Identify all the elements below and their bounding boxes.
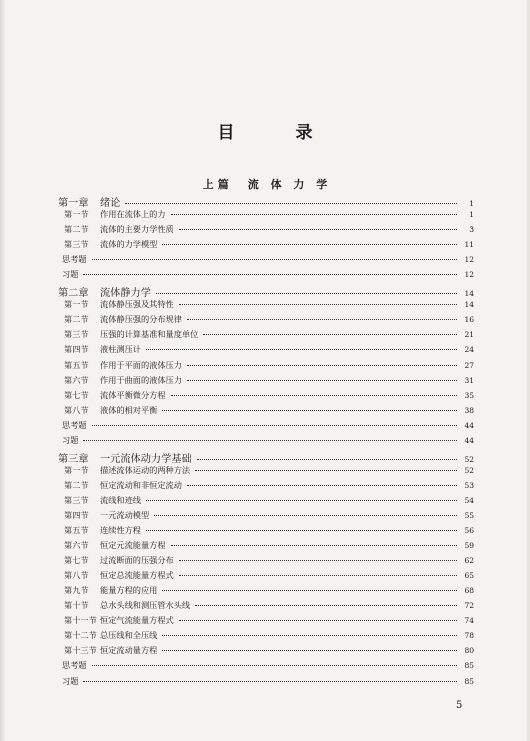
toc-misc-row (58, 420, 474, 435)
toc-section-row (58, 390, 474, 405)
toc-entry-page: 1 (469, 199, 474, 208)
dot-leader (162, 410, 457, 411)
dot-leader (179, 304, 457, 305)
dot-leader (162, 590, 457, 591)
toc-entry-page: 68 (464, 586, 474, 596)
dot-leader (171, 214, 457, 215)
toc-entry-title: 作用于平面的液体压力 (100, 359, 182, 370)
toc-section-row (58, 495, 474, 510)
toc-chapter-row (58, 450, 474, 465)
toc-misc-row (58, 435, 474, 450)
toc-entry-page: 80 (464, 646, 474, 656)
toc-entry-number: 第十一节 (64, 615, 97, 626)
dot-leader (92, 259, 457, 260)
toc-section-row (58, 540, 474, 555)
toc-chapter-row (58, 284, 474, 299)
toc-entry-title: 液体的相对平衡 (100, 404, 158, 415)
toc-entry-page: 55 (464, 510, 474, 520)
dot-leader (162, 650, 457, 651)
toc-entry-title: 思考题 (62, 660, 87, 671)
toc-entry-number: 第七节 (64, 555, 89, 566)
toc-entry-title: 总水头线和测压管水头线 (100, 600, 191, 611)
dot-leader (125, 203, 457, 204)
toc-entry-title: 习题 (62, 434, 79, 445)
toc-entry-title: 一元流体动力学基础 (100, 453, 192, 465)
toc-entry-page: 14 (464, 289, 474, 299)
toc-entry-page: 3 (469, 225, 474, 235)
toc-entry-number: 第二节 (64, 314, 89, 325)
toc-entry-number: 第九节 (64, 585, 89, 596)
part-title: 上篇 流 体 力 学 (202, 178, 332, 191)
toc-entry-number: 第八节 (64, 404, 89, 415)
toc-entry-number: 第五节 (64, 525, 89, 536)
toc-entry-title: 流体平衡微分方程 (100, 389, 166, 400)
dot-leader (179, 575, 457, 576)
toc-entry-title: 过流断面的压强分布 (100, 555, 174, 566)
toc-entry-title: 流体静力学 (100, 288, 151, 300)
dot-leader (92, 665, 457, 666)
toc-entry-title: 压强的计算基准和量度单位 (100, 329, 199, 340)
toc-entry-number: 第二章 (58, 288, 89, 300)
dot-leader (179, 560, 457, 561)
dot-leader (171, 545, 457, 546)
toc-entry-number: 第二节 (64, 224, 89, 235)
toc-entry-number: 第一节 (64, 464, 89, 475)
toc-entry-page: 12 (464, 255, 474, 265)
toc-misc-row (58, 660, 474, 675)
toc-entry-page: 12 (464, 270, 474, 280)
toc-entry-title: 流体静压强的分布规律 (100, 314, 182, 325)
toc-entry-page: 31 (464, 375, 474, 385)
dot-leader (195, 470, 457, 471)
toc-section-row (58, 600, 474, 615)
toc-entry-number: 第四节 (64, 509, 89, 520)
dot-leader (154, 515, 457, 516)
toc-entry-number: 第十三节 (64, 645, 97, 656)
toc-entry-title: 流体的力学模型 (100, 239, 158, 250)
dot-leader (146, 349, 457, 350)
toc-entry-number: 第八节 (64, 570, 89, 581)
toc-entry-page: 78 (464, 631, 474, 641)
toc-entry-page: 27 (464, 360, 474, 370)
page-binding-shadow (0, 0, 6, 741)
dot-leader (162, 244, 457, 245)
toc-entry-page: 38 (464, 405, 474, 415)
toc-entry-title: 作用在流体上的力 (100, 209, 166, 220)
toc-section-row (58, 630, 474, 645)
toc-entry-page: 52 (464, 454, 474, 464)
toc-entry-page: 53 (464, 480, 474, 490)
dot-leader (187, 365, 457, 366)
toc-entry-number: 第一章 (58, 198, 89, 209)
toc-entry-number: 第七节 (64, 389, 89, 400)
dot-leader (195, 605, 457, 606)
toc-section-row (58, 405, 474, 420)
toc-entry-number: 第二节 (64, 479, 89, 490)
toc-entry-number: 第五节 (64, 359, 89, 370)
toc-entry-title: 思考题 (62, 254, 87, 265)
toc-entry-page: 35 (464, 390, 474, 400)
dot-leader (187, 380, 457, 381)
toc-entry-title: 流线和迹线 (100, 494, 141, 505)
toc-section-row (58, 329, 474, 344)
dot-leader (83, 681, 457, 682)
toc-entry-number: 第一节 (64, 209, 89, 220)
toc-entry-number: 第三节 (64, 239, 89, 250)
toc-entry-page: 85 (464, 676, 474, 686)
toc-entry-page: 59 (464, 541, 474, 551)
toc-entry-title: 作用于曲面的液体压力 (100, 374, 182, 385)
dot-leader (171, 395, 457, 396)
dot-leader (146, 530, 457, 531)
toc-entry-page: 72 (464, 601, 474, 611)
toc-entry-page: 24 (464, 345, 474, 355)
toc-entry-page: 62 (464, 556, 474, 566)
toc-section-row (58, 525, 474, 540)
dot-leader (187, 319, 457, 320)
toc-entry-page: 52 (464, 465, 474, 475)
toc-entry-number: 第四节 (64, 344, 89, 355)
toc-entry-number: 第三节 (64, 494, 89, 505)
toc-entry-number: 第六节 (64, 540, 89, 551)
toc-section-row (58, 480, 474, 495)
toc-section-row (58, 314, 474, 329)
toc-section-row (58, 299, 474, 314)
dot-leader (179, 620, 457, 621)
toc-entry-number: 第十节 (64, 600, 89, 611)
toc-entry-title: 恒定流动量方程 (100, 645, 158, 656)
toc-chapter-row (58, 194, 474, 209)
dot-leader (156, 293, 457, 294)
toc-entry-page: 74 (464, 616, 474, 626)
toc-entry-title: 恒定元流能量方程 (100, 540, 166, 551)
page-number: 5 (456, 700, 463, 711)
toc-entry-title: 习题 (62, 269, 79, 280)
dot-leader (197, 459, 457, 460)
toc-entry-page: 11 (464, 240, 474, 250)
dot-leader (92, 425, 457, 426)
dot-leader (203, 334, 457, 335)
dot-leader (162, 635, 457, 636)
toc-entry-title: 绪论 (100, 198, 121, 209)
toc-entry-title: 能量方程的应用 (100, 585, 158, 596)
toc-entry-title: 恒定总流能量方程式 (100, 570, 174, 581)
toc-entry-number: 第六节 (64, 374, 89, 385)
toc-entry-page: 85 (464, 661, 474, 671)
toc-entry-page: 14 (464, 300, 474, 310)
toc-section-row (58, 209, 474, 224)
dot-leader (146, 500, 457, 501)
toc-section-row (58, 555, 474, 570)
toc-section-row (58, 585, 474, 600)
dot-leader (83, 274, 457, 275)
toc-entry-title: 液柱测压计 (100, 344, 141, 355)
toc-misc-row (58, 269, 474, 284)
toc-entry-title: 流体静压强及其特性 (100, 299, 174, 310)
toc-section-row (58, 615, 474, 630)
toc-entry-page: 21 (464, 330, 474, 340)
toc-section-row (58, 360, 474, 375)
toc-entry-title: 习题 (62, 675, 79, 686)
toc-entry-title: 思考题 (62, 419, 87, 430)
dot-leader (187, 485, 457, 486)
toc-entry-page: 44 (464, 420, 474, 430)
toc-entry-page: 1 (469, 210, 474, 220)
toc-entry-page: 44 (464, 435, 474, 445)
toc-section-row (58, 570, 474, 585)
toc-section-row (58, 344, 474, 359)
toc-entry-page: 54 (464, 495, 474, 505)
toc-entry-number: 第三章 (58, 453, 89, 465)
toc-entry-page: 65 (464, 571, 474, 581)
toc-section-row (58, 224, 474, 239)
toc-misc-row (58, 676, 474, 691)
toc-entry-title: 恒定流动和非恒定流动 (100, 479, 182, 490)
dot-leader (83, 440, 457, 441)
toc-entry-title: 总压线和全压线 (100, 630, 158, 641)
toc-entry-page: 16 (464, 315, 474, 325)
toc-misc-row (58, 254, 474, 269)
toc-entry-title: 恒定气流能量方程式 (100, 615, 174, 626)
toc-entry-title: 连续性方程 (100, 525, 141, 536)
toc-section-row (58, 510, 474, 525)
toc-entry-title: 描述流体运动的两种方法 (100, 464, 191, 475)
toc-entry-number: 第三节 (64, 329, 89, 340)
page-title: 目 录 (217, 123, 335, 143)
toc-section-row (58, 375, 474, 390)
toc-section-row (58, 645, 474, 660)
dot-leader (179, 229, 457, 230)
table-of-contents (58, 194, 474, 691)
toc-entry-title: 一元流动模型 (100, 509, 150, 520)
toc-entry-number: 第一节 (64, 299, 89, 310)
toc-entry-page: 56 (464, 526, 474, 536)
toc-entry-title: 流体的主要力学性质 (100, 224, 174, 235)
toc-section-row (58, 465, 474, 480)
toc-entry-number: 第十二节 (64, 630, 97, 641)
toc-section-row (58, 239, 474, 254)
